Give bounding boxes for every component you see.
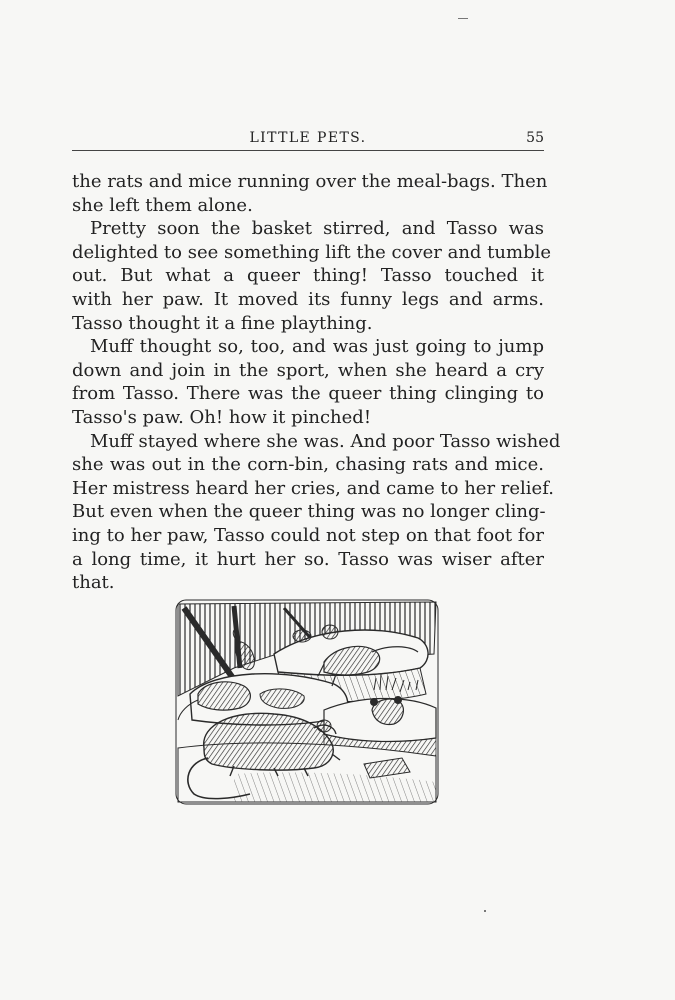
body-text bbox=[72, 170, 561, 595]
running-header bbox=[72, 130, 544, 151]
page-number: 55 bbox=[526, 130, 544, 146]
text-line: Muff stayed where she was. And poor Tasso wished bbox=[90, 430, 561, 452]
stray-mark bbox=[484, 910, 486, 912]
text-line: Pretty soon the basket stirred, and Tasso was bbox=[90, 218, 544, 240]
text-line: ing to her paw, Tasso could not step on that foot for bbox=[72, 524, 544, 546]
text-line: with her paw. It moved its funny legs and arms. bbox=[72, 288, 544, 310]
text-line: out. But what a queer thing! Tasso touched it bbox=[72, 265, 544, 287]
text-line: the rats and mice running over the meal-bags. Then bbox=[72, 171, 548, 192]
text-line: from Tasso. There was the queer thing clinging to bbox=[72, 383, 544, 405]
text-line: down and join in the sport, when she heard a cry bbox=[72, 359, 544, 381]
text-line: that. bbox=[72, 572, 115, 594]
text-line: Tasso's paw. Oh! how it pinched! bbox=[72, 406, 372, 428]
text-line: a long time, it hurt her so. Tasso was wiser after bbox=[72, 548, 544, 570]
text-line: Muff thought so, too, and was just going to jump bbox=[90, 336, 544, 358]
running-title: LITTLE PETS. bbox=[249, 130, 367, 146]
text-line: she was out in the corn-bin, chasing rats and mice. bbox=[72, 454, 544, 476]
text-line: Her mistress heard her cries, and came to her relief. bbox=[72, 477, 554, 499]
rats-in-granary-engraving-icon bbox=[174, 598, 440, 806]
text-line: she left them alone. bbox=[72, 194, 253, 216]
stray-mark bbox=[458, 18, 468, 19]
text-line: But even when the queer thing was no longer cling- bbox=[72, 501, 546, 523]
text-line: Tasso thought it a fine plaything. bbox=[72, 312, 373, 334]
text-line: delighted to see something lift the cover and tumble bbox=[72, 241, 551, 263]
